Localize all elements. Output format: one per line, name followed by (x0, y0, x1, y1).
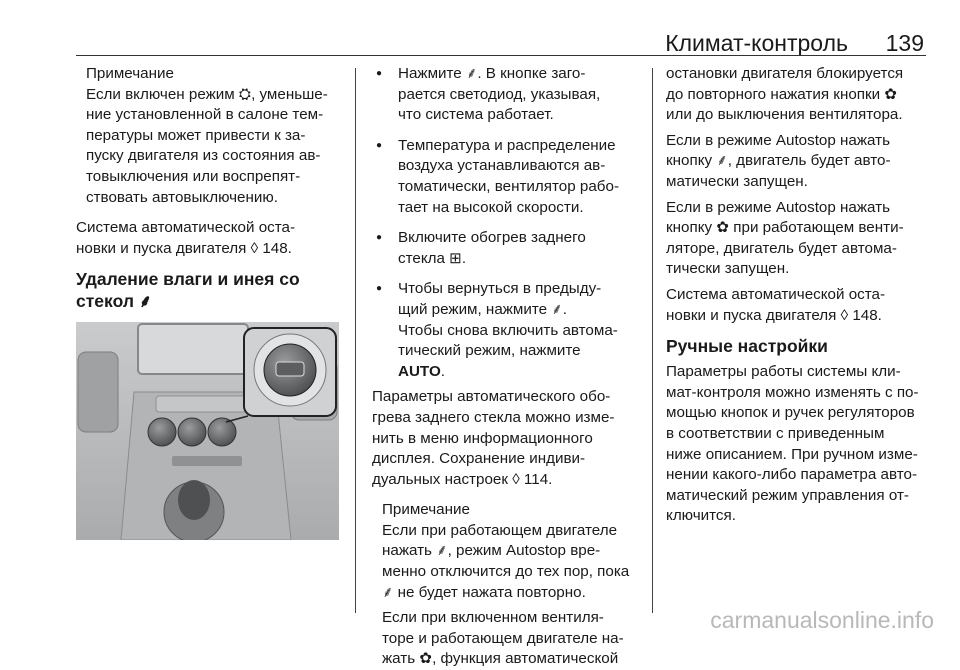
page-number: 139 (885, 30, 924, 56)
text-line: тический режим, нажмите (398, 342, 581, 360)
text-line: щий режим, нажмите ⸙. (398, 300, 567, 318)
column-3 (666, 64, 932, 527)
bullet-item (372, 64, 642, 126)
note-line: торе и работающем двигателе на- (382, 629, 624, 647)
text-line: мощью кнопок и ручек регуляторов (666, 404, 915, 422)
column-2 (372, 64, 642, 670)
text-line: Система автоматической оста- (76, 219, 296, 237)
paragraph (666, 362, 932, 527)
header-divider (76, 55, 926, 56)
note-line: пуску двигателя из состояния ав- (86, 147, 321, 165)
text-line: воздуха устанавливаются ав- (398, 157, 606, 175)
text-line: Параметры автоматического обо- (372, 388, 611, 406)
column-divider-2 (652, 68, 653, 613)
text-line: ключится. (666, 507, 736, 525)
text-line: матически запущен. (666, 172, 808, 190)
dashboard-illustration (76, 322, 339, 540)
paragraph (372, 387, 642, 490)
text-line: Параметры работы системы кли- (666, 363, 901, 381)
climate-control-photo (76, 322, 339, 540)
text-line: ● Чтобы вернуться в предыду- (398, 280, 602, 298)
text-line: стекла ⊞. (398, 249, 467, 267)
text-line: новки и пуска двигателя ◊ 148. (666, 306, 882, 324)
column-1 (76, 64, 344, 540)
paragraph (666, 64, 932, 126)
column-divider-1 (355, 68, 356, 613)
text-line: нить в меню информационного (372, 429, 593, 447)
text-line: в соответствии с приведенным (666, 424, 885, 442)
note-line: пературы может привести к за- (86, 126, 306, 144)
note-title: Примечание (382, 501, 470, 519)
note-line: жать ✿, функция автоматической (382, 650, 619, 668)
text-line: тает на высокой скорости. (398, 198, 584, 216)
note-line: менно отключится до тех пор, пока (382, 563, 630, 581)
paragraph (76, 218, 344, 259)
text-line: дуальных настроек ◊ 114. (372, 470, 553, 488)
text-line: или до выключения вентилятора. (666, 106, 903, 124)
paragraph (666, 285, 932, 326)
text-line: ● Нажмите ⸙. В кнопке заго- (398, 65, 586, 82)
text-line: дисплея. Сохранение индиви- (372, 450, 586, 468)
text-line: ● Температура и распределение (398, 136, 616, 154)
text-line: кнопку ✿ при работающем венти- (666, 219, 904, 237)
note-block (372, 500, 642, 670)
text-line: грева заднего стекла можно изме- (372, 408, 615, 426)
section-heading: Ручные настройки (666, 336, 828, 357)
text-line: Если в режиме Autostop нажать (666, 198, 891, 216)
text-line: ляторе, двигатель будет автома- (666, 239, 897, 257)
paragraph (666, 198, 932, 280)
note-block (76, 64, 344, 208)
note-line: Если включен режим ⛭, уменьше- (86, 85, 328, 103)
note-title: Примечание (86, 65, 174, 82)
section-heading (76, 268, 344, 312)
note-line: нажать ⸙, режим Autostop вре- (382, 542, 601, 560)
text-line: Чтобы снова включить автома- (398, 321, 618, 339)
bullet-item (372, 136, 642, 218)
text-line: что система работает. (398, 106, 554, 124)
text-line: Система автоматической оста- (666, 285, 886, 303)
note-line: товыключения или воспрепят- (86, 167, 301, 185)
heading-line: стекол ⸙ (76, 291, 152, 312)
text-line: рается светодиод, указывая, (398, 85, 601, 103)
paragraph (666, 131, 932, 193)
text-line: до повторного нажатия кнопки ✿ (666, 85, 898, 103)
note-line: ние установленной в салоне тем- (86, 106, 324, 124)
text-line: новки и пуска двигателя ◊ 148. (76, 239, 292, 257)
note-line: Если при работающем двигателе (382, 521, 618, 539)
text-line: нении какого-либо параметра авто- (666, 466, 918, 484)
note-line: ⸙ не будет нажата повторно. (382, 583, 586, 601)
text-line: тически запущен. (666, 260, 790, 278)
text-line: остановки двигателя блокируется (666, 65, 904, 82)
punct: . (440, 362, 445, 380)
text-line: кнопку ⸙, двигатель будет авто- (666, 152, 891, 170)
text-line: Если в режиме Autostop нажать (666, 131, 891, 149)
chapter-title: Климат-контроль (665, 30, 848, 56)
text-line: мат-контроля можно изменять с по- (666, 383, 919, 401)
text-line: матический режим управления от- (666, 486, 909, 504)
text-line: томатически, вентилятор рабо- (398, 177, 619, 195)
bullet-item (372, 228, 642, 269)
auto-label: AUTO (398, 362, 441, 380)
text-line: ниже описанием. При ручном изме- (666, 445, 918, 463)
note-line: ствовать автовыключению. (86, 188, 278, 206)
bullet-item (372, 279, 642, 382)
watermark: carmanualsonline.info (710, 607, 934, 633)
heading-line: Удаление влаги и инея со (76, 269, 300, 290)
text-line (398, 362, 642, 383)
note-line: Если при включенном вентиля- (382, 609, 604, 627)
text-line: ● Включите обогрев заднего (398, 229, 586, 247)
page-header (0, 30, 960, 58)
